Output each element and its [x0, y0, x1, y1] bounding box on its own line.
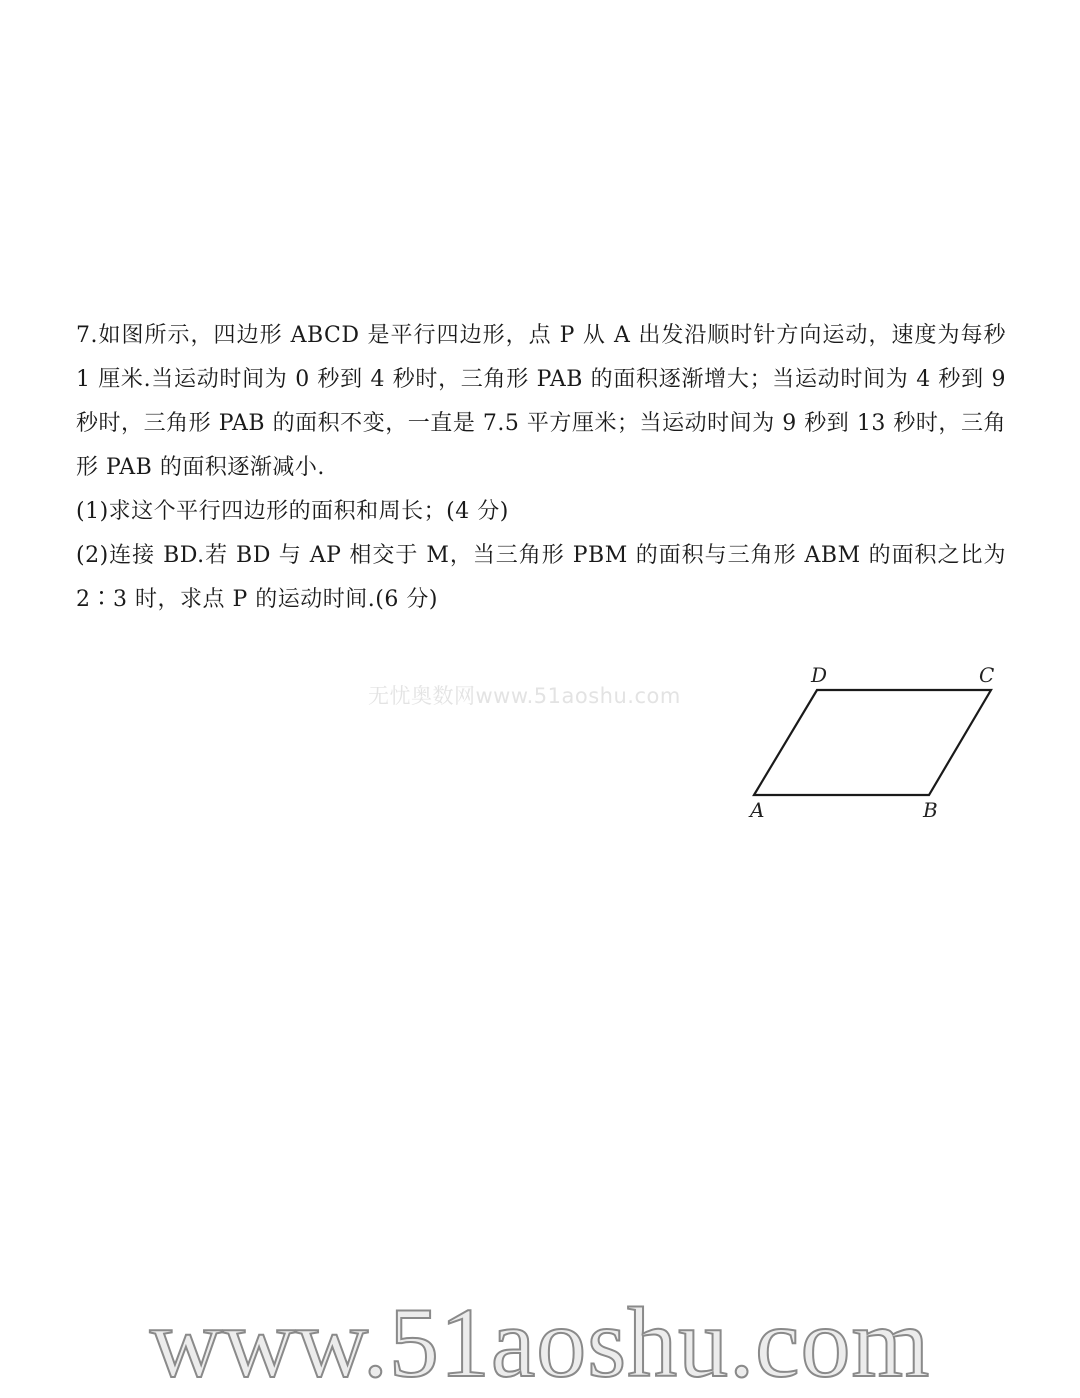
question-part-1: (1)求这个平行四边形的面积和周长；(4 分): [76, 499, 509, 524]
vertex-label-a: A: [750, 798, 765, 822]
problem-statement: 7.如图所示，四边形 ABCD 是平行四边形，点 P 从 A 出发沿顺时针方向运动，速度为每秒 1 厘米.当运动时间为 0 秒到 4 秒时，三角形 PAB 的面积逐渐增大；当运动时间为 4 秒到 9 秒时，三角形 PAB 的面积不变，一直是 7.5 平方厘米；当运动时间为 9 秒到 13 秒时，三角形 PAB 的面积逐渐减小.: [76, 323, 1006, 480]
watermark-middle: 无忧奥数网www.51aoshu.com: [368, 684, 681, 708]
vertex-label-d: D: [811, 663, 828, 687]
parallelogram-abcd: [754, 690, 991, 795]
vertex-label-b: B: [923, 798, 938, 822]
parallelogram-figure: [740, 655, 1010, 830]
vertex-label-c: C: [979, 663, 995, 687]
question-part-2: (2)连接 BD.若 BD 与 AP 相交于 M，当三角形 PBM 的面积与三角形 ABM 的面积之比为 2∶3 时，求点 P 的运动时间.(6 分): [76, 543, 1006, 612]
problem-text: [76, 314, 1006, 622]
parallelogram-diagram: [740, 655, 1010, 830]
footer-watermark-logo: www.51aoshu.com: [149, 1287, 931, 1398]
